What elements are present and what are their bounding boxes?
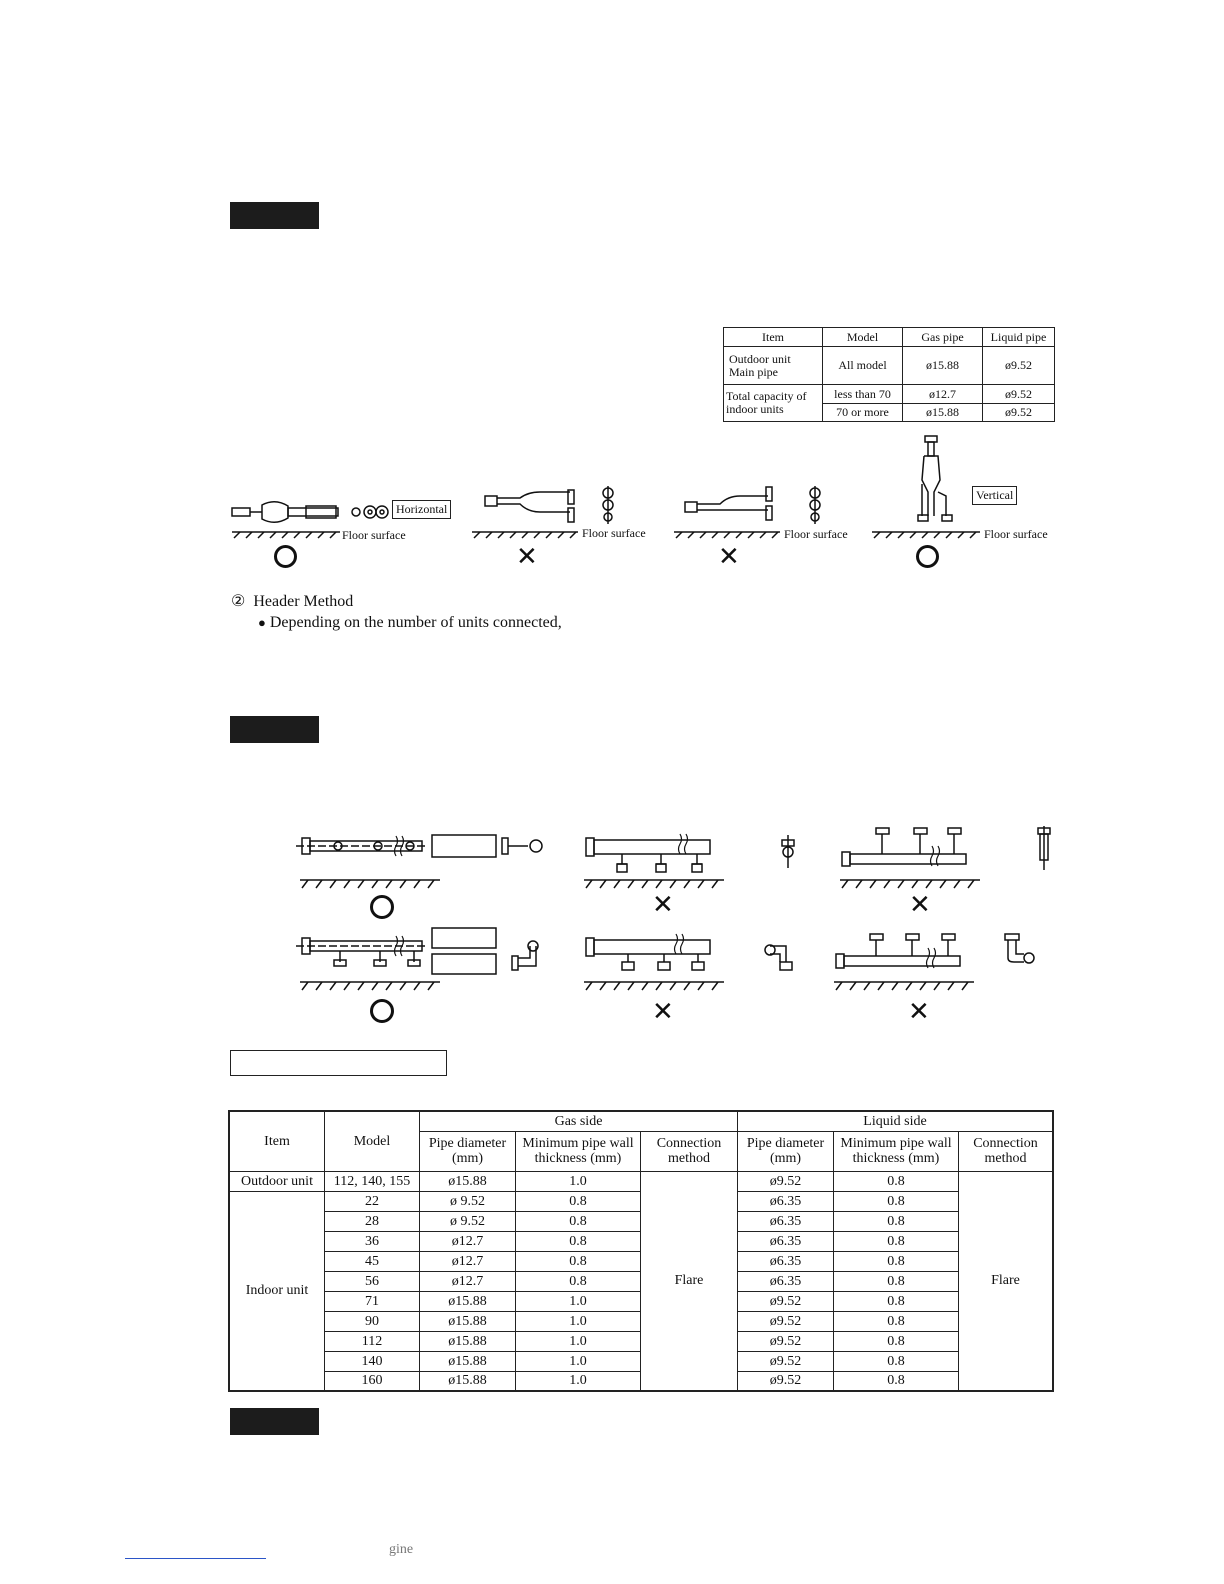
header-ng-figure-1 — [584, 835, 794, 888]
cell-model: 28 — [325, 1211, 420, 1231]
ng-mark: ✕ — [908, 997, 930, 1027]
cell-gas-diameter: ø15.88 — [420, 1351, 516, 1371]
cell-model: 36 — [325, 1231, 420, 1251]
cell-model: 56 — [325, 1271, 420, 1291]
cell-liquid-thickness: 0.8 — [834, 1191, 959, 1211]
table-row — [229, 1171, 1053, 1191]
header-model: Model — [325, 1111, 420, 1171]
cell-liquid-diameter: ø6.35 — [738, 1251, 834, 1271]
cell-liquid-thickness: 0.8 — [834, 1371, 959, 1391]
cell-liquid-thickness: 0.8 — [834, 1291, 959, 1311]
cell-liquid-diameter: ø9.52 — [738, 1171, 834, 1191]
cell-model: 112, 140, 155 — [325, 1171, 420, 1191]
col-header-model: Model — [823, 328, 903, 347]
indoor-unit-label: Indoor unit — [229, 1191, 325, 1391]
item-line2: indoor units — [726, 402, 784, 416]
cell-gas-diameter: ø 9.52 — [420, 1191, 516, 1211]
header-liquid-connection — [959, 1131, 1054, 1171]
liquid-connection-flare: Flare — [959, 1171, 1054, 1391]
cell-gas-thickness: 0.8 — [516, 1231, 641, 1251]
item-line2: Main pipe — [729, 364, 778, 379]
hdr-line: (mm) — [451, 1151, 484, 1166]
cell-model: less than 70 — [823, 385, 903, 404]
cell-liquid-thickness: 0.8 — [834, 1331, 959, 1351]
header-method-description: Depending on the number of units connected, — [269, 614, 562, 631]
header-ng-figure-2 — [840, 826, 1050, 888]
cell-gas-thickness: 0.8 — [516, 1211, 641, 1231]
cell-gas: ø15.88 — [903, 347, 983, 385]
cell-liquid-diameter: ø6.35 — [738, 1191, 834, 1211]
outdoor-unit-label: Outdoor unit — [229, 1171, 325, 1191]
cell-model: All model — [823, 347, 903, 385]
hdr-line: Minimum pipe wall — [840, 1136, 952, 1151]
hdr-line: Minimum pipe wall — [522, 1136, 634, 1151]
hdr-line: Connection — [973, 1136, 1038, 1151]
cell-liquid-thickness: 0.8 — [834, 1211, 959, 1231]
ok-mark — [370, 999, 394, 1023]
header-gas-side: Gas side — [420, 1111, 738, 1131]
cell-liquid-thickness: 0.8 — [834, 1311, 959, 1331]
header-gas-min-wall — [516, 1131, 641, 1171]
ng-mark: ✕ — [516, 542, 538, 572]
footer-link-underline[interactable] — [125, 1558, 266, 1559]
ok-mark — [370, 895, 394, 919]
vertical-label: Vertical — [972, 486, 1017, 505]
cell-liquid: ø9.52 — [983, 347, 1055, 385]
header-item: Item — [229, 1111, 325, 1171]
cell-liquid-thickness: 0.8 — [834, 1351, 959, 1371]
floor-surface-label-4: Floor surface — [984, 527, 1048, 541]
cell-liquid-diameter: ø9.52 — [738, 1311, 834, 1331]
cell-gas-thickness: 1.0 — [516, 1171, 641, 1191]
cell-gas-thickness: 0.8 — [516, 1251, 641, 1271]
cell-liquid-diameter: ø6.35 — [738, 1211, 834, 1231]
cell-liquid: ø9.52 — [983, 404, 1055, 422]
gas-connection-flare: Flare — [641, 1171, 738, 1391]
caption-box — [230, 1050, 447, 1076]
cell-liquid-diameter: ø9.52 — [738, 1291, 834, 1311]
header-method-title: Header Method — [253, 593, 354, 610]
hdr-line: Connection — [656, 1136, 722, 1151]
cell-gas-thickness: 1.0 — [516, 1311, 641, 1331]
cell-model: 70 or more — [823, 404, 903, 422]
cell-liquid-diameter: ø9.52 — [738, 1331, 834, 1351]
cell-gas-diameter: ø12.7 — [420, 1251, 516, 1271]
floor-surface-label-2: Floor surface — [582, 526, 646, 540]
ng-mark: ✕ — [652, 997, 674, 1027]
cell-gas: ø15.88 — [903, 404, 983, 422]
cell-gas-diameter: ø12.7 — [420, 1271, 516, 1291]
hdr-line: thickness (mm) — [852, 1151, 940, 1166]
cell-gas-diameter: ø15.88 — [420, 1311, 516, 1331]
cell-gas-thickness: 1.0 — [516, 1331, 641, 1351]
header-liquid-side: Liquid side — [738, 1111, 1054, 1131]
cell-model: 140 — [325, 1351, 420, 1371]
refrigerant-pipe-table — [228, 1110, 1054, 1392]
cell-gas-diameter: ø15.88 — [420, 1171, 516, 1191]
hdr-line: (mm) — [769, 1151, 802, 1166]
floor-surface-label-1: Floor surface — [342, 528, 406, 542]
cell-liquid-thickness: 0.8 — [834, 1231, 959, 1251]
ng-mark: ✕ — [909, 890, 931, 920]
cell-gas-thickness: 0.8 — [516, 1191, 641, 1211]
section-heading-bar-3 — [230, 1408, 319, 1435]
header-gas-connection — [641, 1131, 738, 1171]
cell-liquid: ø9.52 — [983, 385, 1055, 404]
hdr-line: method — [984, 1151, 1027, 1166]
col-header-item: Item — [724, 328, 823, 347]
footer-text-fragment: gine — [389, 1542, 414, 1557]
header-method-number: ② — [231, 593, 246, 610]
cell-liquid-thickness: 0.8 — [834, 1271, 959, 1291]
cell-gas-diameter: ø15.88 — [420, 1371, 516, 1391]
cell-liquid-diameter: ø9.52 — [738, 1371, 834, 1391]
ng-mark: ✕ — [652, 890, 674, 920]
header-ng-figure-3 — [584, 938, 792, 990]
bullet-icon: ● — [258, 615, 266, 630]
header-gas-pipe-diameter — [420, 1131, 516, 1171]
cell-liquid-thickness: 0.8 — [834, 1251, 959, 1271]
hdr-line: Pipe diameter — [428, 1136, 507, 1151]
header-horizontal-ok-figure-1 — [296, 835, 542, 888]
cell-gas-diameter: ø15.88 — [420, 1291, 516, 1311]
cell-model: 90 — [325, 1311, 420, 1331]
floor-surface-label-3: Floor surface — [784, 527, 848, 541]
hdr-line: thickness (mm) — [534, 1151, 622, 1166]
cell-model: 45 — [325, 1251, 420, 1271]
cell-liquid-diameter: ø6.35 — [738, 1231, 834, 1251]
cell-gas-thickness: 0.8 — [516, 1271, 641, 1291]
item-line1: Total capacity of — [726, 389, 807, 403]
hdr-line: Pipe diameter — [746, 1136, 825, 1151]
cell-gas-diameter: ø12.7 — [420, 1231, 516, 1251]
horizontal-label: Horizontal — [392, 500, 451, 519]
cell-model: 112 — [325, 1331, 420, 1351]
header-liquid-min-wall — [834, 1131, 959, 1171]
cell-model: 22 — [325, 1191, 420, 1211]
header-ng-figure-4 — [834, 934, 1034, 990]
ng-mark: ✕ — [718, 542, 740, 572]
col-header-gas-pipe: Gas pipe — [903, 328, 983, 347]
cell-gas: ø12.7 — [903, 385, 983, 404]
cell-model: 71 — [325, 1291, 420, 1311]
header-horizontal-ok-figure-2 — [296, 928, 538, 990]
cell-gas-diameter: ø15.88 — [420, 1331, 516, 1351]
item-line1: Outdoor unit — [729, 351, 791, 366]
cell-liquid-diameter: ø6.35 — [738, 1271, 834, 1291]
cell-gas-thickness: 1.0 — [516, 1291, 641, 1311]
cell-liquid-diameter: ø9.52 — [738, 1351, 834, 1371]
cell-gas-thickness: 1.0 — [516, 1371, 641, 1391]
header-liquid-pipe-diameter — [738, 1131, 834, 1171]
col-header-liquid-pipe: Liquid pipe — [983, 328, 1055, 347]
cell-gas-thickness: 1.0 — [516, 1351, 641, 1371]
hdr-line: method — [668, 1151, 710, 1166]
cell-liquid-thickness: 0.8 — [834, 1171, 959, 1191]
cell-gas-diameter: ø 9.52 — [420, 1211, 516, 1231]
cell-model: 160 — [325, 1371, 420, 1391]
